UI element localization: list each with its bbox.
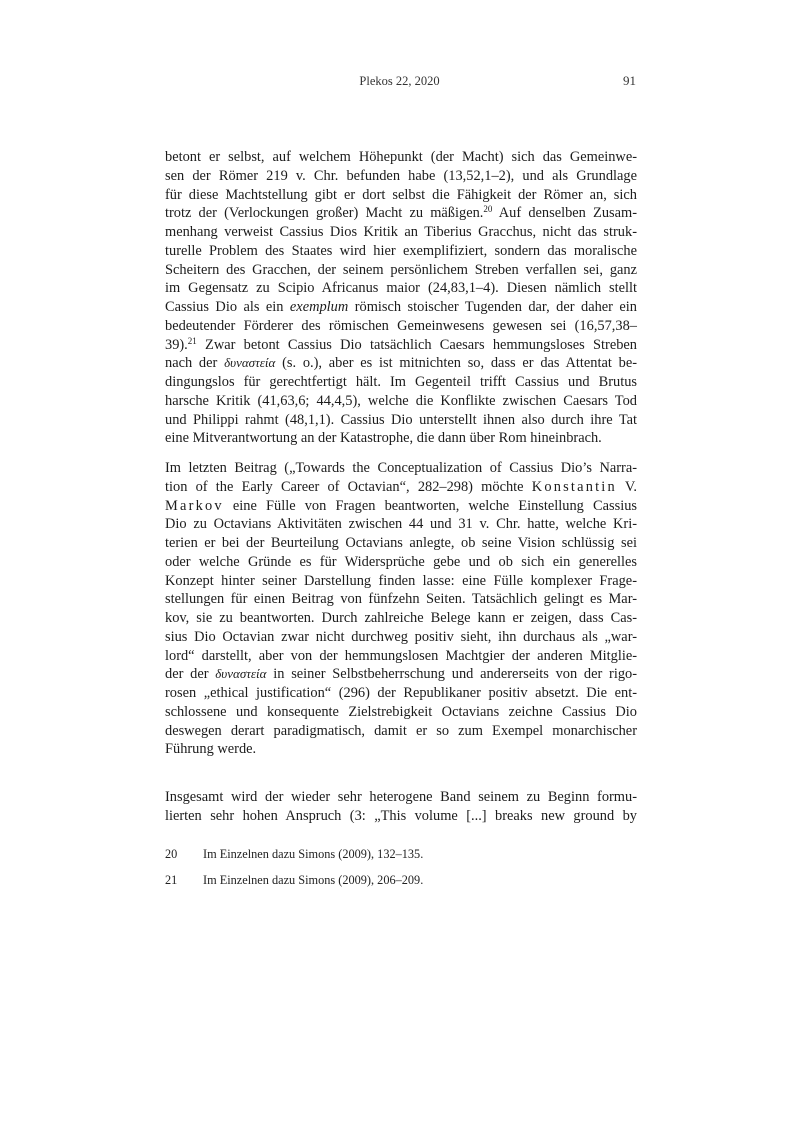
text-run: schlossene und konsequente Zielstrebigkeit Octavians zeichne Cassius Dio xyxy=(165,703,637,720)
text-line xyxy=(165,628,637,647)
text-line xyxy=(165,515,637,534)
text-line xyxy=(165,354,637,373)
text-line xyxy=(165,722,637,741)
text-line xyxy=(165,242,637,261)
text-run: römisch stoischer Tugenden dar, der daher ein xyxy=(348,299,637,315)
text-run: kov, sie zu beantworten. Durch zahlreiche Belege kann er zeigen, dass Cas- xyxy=(165,610,637,626)
text-run: Im letzten Beitrag („Towards the Conceptualization of Cassius Dio’s Narra- xyxy=(165,460,637,476)
text-line xyxy=(165,392,637,411)
text-run: menhang verweist Cassius Dios Kritik an Tiberius Gracchus, nicht das struk- xyxy=(165,224,637,240)
footnote-reference[interactable]: 21 xyxy=(187,335,197,346)
footnote-reference[interactable]: 20 xyxy=(483,204,493,215)
italic-term: exemplum xyxy=(289,299,349,315)
body-paragraph xyxy=(165,788,637,826)
text-line xyxy=(165,336,637,355)
greek-term: δυναστεία xyxy=(215,666,267,682)
page-number: 91 xyxy=(623,73,636,88)
text-run: der der xyxy=(165,666,216,683)
text-line xyxy=(165,186,637,205)
author-name: Markov xyxy=(165,497,224,514)
text-run: lierten sehr hohen Anspruch (3: „This volume [...] breaks new ground by xyxy=(165,807,637,824)
greek-term: δυναστεία xyxy=(224,355,276,371)
text-line xyxy=(165,703,637,722)
text-line xyxy=(165,572,637,591)
text-line xyxy=(165,223,637,242)
text-run: in seiner Selbstbeherrschung und andererseits von der rigo- xyxy=(266,666,638,683)
text-run: dingungslos für gerechtfertigt hält. Im Gegenteil trifft Cassius und Brutus xyxy=(165,374,637,390)
text-run: Cassius Dio als ein xyxy=(165,299,290,315)
text-line xyxy=(165,740,637,759)
text-run: Konzept hinter seiner Darstellung finden lasse: eine Fülle komplexer Frage- xyxy=(165,572,637,589)
text-line xyxy=(165,553,637,572)
text-run: Insgesamt wird der wieder sehr heterogene Band seinem zu Beginn formu- xyxy=(165,789,637,805)
text-run: harsche Kritik (41,63,6; 44,4,5), welche die Konflikte zwischen Caesars Tod xyxy=(165,392,637,409)
text-line xyxy=(165,788,637,807)
text-line xyxy=(165,429,637,448)
text-run: oder welche Gründe es für Widersprüche gebe und ob sich ein generelles xyxy=(165,553,637,570)
footnote xyxy=(165,847,637,862)
text-run: trotz der (Verlockungen großer) Macht zu mäßigen. xyxy=(165,205,484,222)
text-run: sius Dio Octavian zwar nicht durchweg positiv sieht, ihn durchaus als „war- xyxy=(165,628,637,645)
text-line xyxy=(165,497,637,516)
footnote-number: 21 xyxy=(165,873,178,887)
text-run: V. xyxy=(616,478,637,495)
body-paragraph xyxy=(165,148,637,448)
text-line xyxy=(165,317,637,336)
text-run: terien er bei der Beurteilung Octavians anlegte, ob seine Vision schlüssig sei xyxy=(165,535,637,551)
footnote-text: Im Einzelnen dazu Simons (2009), 206–209. xyxy=(203,873,424,887)
text-line xyxy=(165,373,637,392)
body-paragraph xyxy=(165,459,637,759)
text-line xyxy=(165,204,637,223)
text-line xyxy=(165,534,637,553)
text-run: Auf denselben Zusam- xyxy=(492,205,637,222)
footnote-number: 20 xyxy=(165,847,178,861)
text-run: (s. o.), aber es ist mitnichten so, dass er das Attentat be- xyxy=(275,355,637,372)
footnote-text: Im Einzelnen dazu Simons (2009), 132–135. xyxy=(203,847,424,861)
text-run: Führung werde. xyxy=(165,741,257,758)
text-line xyxy=(165,411,637,430)
text-run: Dio zu Octavians Aktivitäten zwischen 44 und 31 v. Chr. hatte, welche Kri- xyxy=(165,516,637,533)
text-run: rosen „ethical justification“ (296) der Republikaner positiv absetzt. Die ent- xyxy=(165,685,637,701)
text-line xyxy=(165,167,637,186)
text-run: und Philippi rahmt (48,1,1). Cassius Dio unterstellt ihnen also durch ihre Tat xyxy=(165,411,637,428)
text-run: für diese Machtstellung gibt er dort selbst die Fähigkeit der Römer an, sich xyxy=(165,186,637,203)
text-line xyxy=(165,807,637,826)
text-run: lord“ darstellt, aber von der hemmungslosen Machtgier der anderen Mitglie- xyxy=(165,647,637,664)
text-line xyxy=(165,261,637,280)
text-line xyxy=(165,459,637,478)
text-run: Zwar betont Cassius Dio tatsächlich Caesars hemmungsloses Streben xyxy=(196,336,637,353)
running-head: Plekos 22, 2020 xyxy=(359,74,440,88)
text-run: eine Fülle von Fragen beantworten, welche Einstellung Cassius xyxy=(223,497,637,514)
text-line xyxy=(165,609,637,628)
text-line xyxy=(165,684,637,703)
footnote xyxy=(165,873,637,888)
text-run: Scheitern des Gracchen, der seinem persönlichem Streben verfallen sei, ganz xyxy=(165,261,637,278)
text-line xyxy=(165,478,637,497)
text-run: sen der Römer 219 v. Chr. befunden habe (13,52,1–2), und als Grundlage xyxy=(165,167,637,184)
text-line xyxy=(165,590,637,609)
text-run: betont er selbst, auf welchem Höhepunkt (der Macht) sich das Gemeinwe- xyxy=(165,149,637,165)
text-run: nach der xyxy=(165,355,225,372)
text-line xyxy=(165,647,637,666)
text-line xyxy=(165,665,637,684)
text-run: im Gegensatz zu Scipio Africanus maior (24,83,1–4). Diesen nämlich stellt xyxy=(165,280,637,297)
author-name: Konstantin xyxy=(531,478,617,495)
text-line xyxy=(165,298,637,317)
text-run: deswegen derart paradigmatisch, damit er so zum Exempel monarchischer xyxy=(165,722,637,739)
text-run: bedeutender Förderer des römischen Gemeinwesens gewesen sei (16,57,38– xyxy=(165,317,637,334)
text-run: turelle Problem des Staates wird hier exemplifiziert, sondern das moralische xyxy=(165,242,637,259)
text-run: eine Mitverantwortung an der Katastrophe, die dann über Rom hineinbrach. xyxy=(165,430,602,447)
text-run: 39). xyxy=(165,336,188,353)
text-run: tion of the Early Career of Octavian“, 282–298) möchte xyxy=(165,478,532,495)
text-line xyxy=(165,148,637,167)
text-run: stellungen für einen Beitrag von fünfzehn Seiten. Tatsächlich gelingt es Mar- xyxy=(165,591,637,608)
text-line xyxy=(165,279,637,298)
